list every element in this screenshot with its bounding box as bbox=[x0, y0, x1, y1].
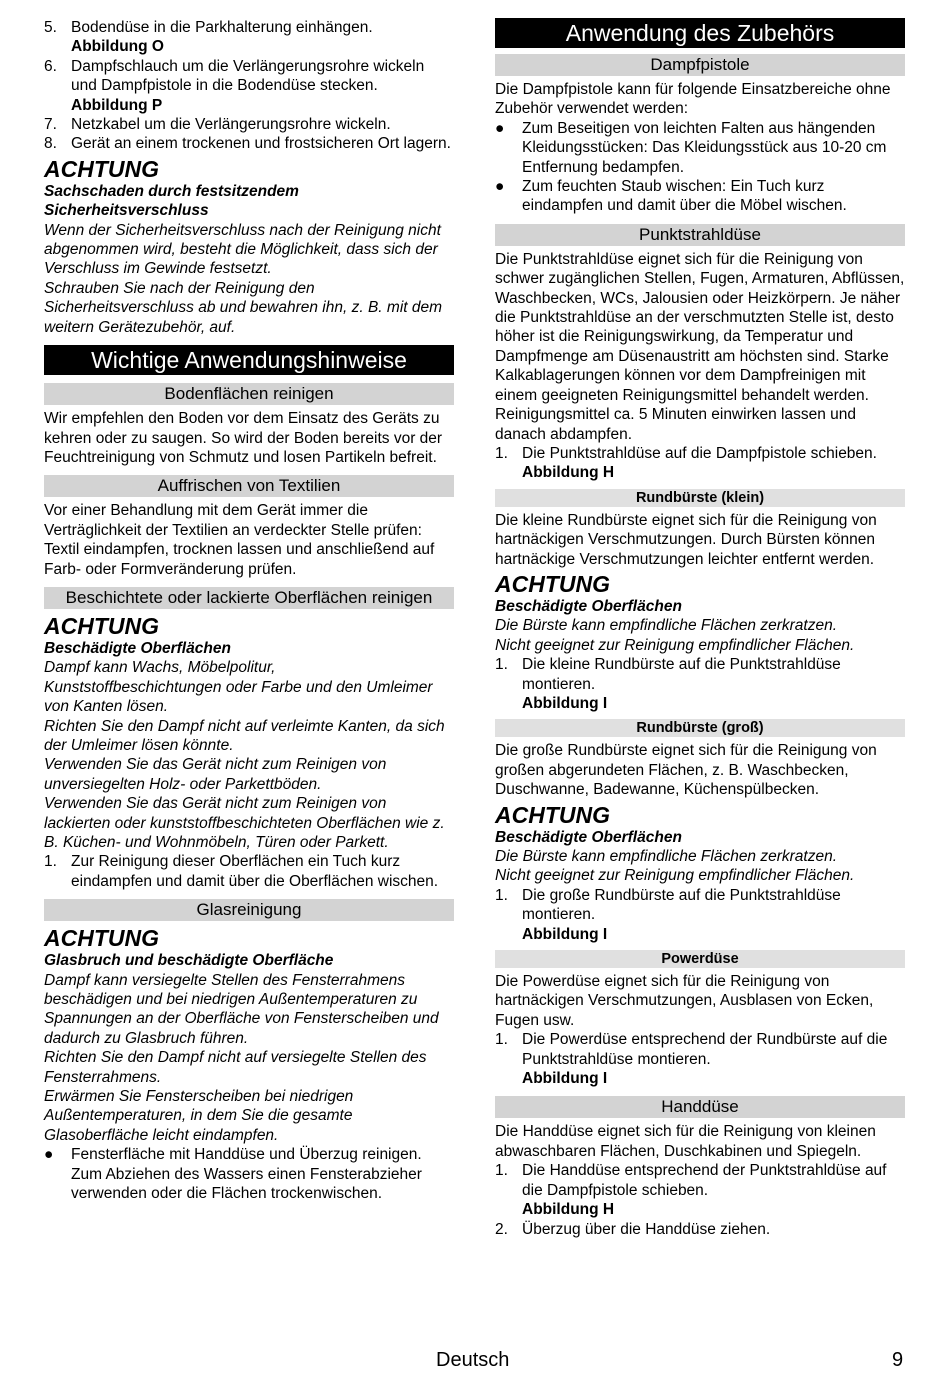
warning-text: Richten Sie den Dampf nicht auf verleimte Kanten, da sich der Umleimer lösen könnte. bbox=[44, 717, 445, 754]
list-item: 6. Dampfschlauch um die Verlängerungsrohre wickeln und Dampfpistole in die Bodendüse stecken. bbox=[44, 57, 425, 95]
storage-steps bbox=[44, 18, 454, 154]
subsection-heading: Bodenflächen reinigen bbox=[44, 383, 454, 405]
section-heading: Wichtige Anwendungshinweise bbox=[44, 345, 454, 375]
list-item: 7. Netzkabel um die Verlängerungsrohre wickeln. bbox=[44, 116, 391, 134]
left-column bbox=[44, 18, 454, 1204]
warning-text: Erwärmen Sie Fensterscheiben bei niedrigen Außentemperaturen, in dem Sie die gesamte Glasoberfläche leicht eindampfen. bbox=[44, 1088, 354, 1144]
bullet-item: ● Fensterfläche mit Handdüse und Überzug reinigen. Zum Abziehen des Wassers einen Fensterabzieher verwenden oder die Flächen trockenwischen. bbox=[44, 1146, 422, 1203]
bullet-icon: ● bbox=[44, 1146, 54, 1164]
warning-text: Dampf kann Wachs, Möbelpolitur, Kunststoffbeschichtungen oder Farbe und den Umleimer von Kanten lösen. bbox=[44, 659, 433, 716]
warning-text: Wenn der Sicherheitsverschluss nach der Reinigung nicht abgenommen wird, besteht die Möglichkeit, dass sich der Verschluss im Gewinde festsetzt. bbox=[44, 221, 441, 278]
list-item: 1. Zur Reinigung dieser Oberflächen ein Tuch kurz eindampfen und damit über die Oberflächen wischen. bbox=[44, 853, 439, 890]
subsection-heading: Punktstrahldüse bbox=[495, 224, 905, 246]
subsection-heading: Dampfpistole bbox=[495, 54, 905, 76]
right-column bbox=[495, 18, 905, 1239]
figure-ref: Abbildung H bbox=[522, 1201, 615, 1219]
paragraph: Die Punktstrahldüse eignet sich für die Reinigung von schwer zugänglichen Stellen, Fugen, Armaturen, Abflüssen, Waschbecken, WCs, Jalousien oder Heizkörpern. Je näher die Punktstrahldüse an der verschmutzten Stelle ist, desto höher ist die Reinigungswirkung, da Temperatur und Dampfmenge am Düsenaustritt am höchsten sind. Starke Kalkablagerungen können vor dem Dampfreinigen mit einem geeigneten Reinigungsmittel behandelt werden. Reinigungsmittel ca. 5 Minuten einwirken lassen und danach abdampfen. bbox=[495, 250, 905, 443]
subsection-heading: Powerdüse bbox=[495, 950, 905, 968]
figure-ref: Abbildung I bbox=[522, 1070, 608, 1088]
paragraph: Wir empfehlen den Boden vor dem Einsatz des Geräts zu kehren oder zu saugen. So wird der Boden bereits vor der Feuchtreinigung von Schmutz und losen Partikeln befreit. bbox=[44, 410, 443, 466]
warning-title: ACHTUNG bbox=[44, 155, 159, 182]
warning-text: Schrauben Sie nach der Reinigung den Sicherheitsverschluss ab und bewahren ihn, z. B. mit dem weitern Gerätezubehör, auf. bbox=[44, 279, 443, 336]
list-item: 1. Die Punktstrahldüse auf die Dampfpistole schieben. bbox=[495, 444, 877, 462]
warning-text: Nicht geeignet zur Reinigung empfindlicher Flächen. bbox=[495, 867, 855, 885]
subsection-heading: Rundbürste (klein) bbox=[495, 489, 905, 507]
warning-text: Die Bürste kann empfindliche Flächen zerkratzen. bbox=[495, 848, 838, 865]
warning-subtitle: Beschädigte Oberflächen bbox=[44, 639, 231, 657]
subsection-heading: Beschichtete oder lackierte Oberflächen reinigen bbox=[44, 587, 454, 609]
figure-ref: Abbildung I bbox=[522, 694, 608, 712]
bullet-icon: ● bbox=[495, 178, 505, 196]
warning-title: ACHTUNG bbox=[495, 570, 610, 597]
subsection-heading: Glasreinigung bbox=[44, 899, 454, 921]
bullet-icon: ● bbox=[495, 119, 505, 137]
warning-subtitle: Beschädigte Oberflächen bbox=[495, 828, 682, 846]
list-item: 2. Überzug über die Handdüse ziehen. bbox=[495, 1220, 771, 1238]
warning-title: ACHTUNG bbox=[44, 925, 159, 952]
bullet-item: ● Zum Beseitigen von leichten Falten aus hängenden Kleidungsstücken: Das Kleidungsstück aus 10-20 cm Entfernung bedampfen. bbox=[495, 119, 887, 176]
section-heading: Anwendung des Zubehörs bbox=[495, 18, 905, 48]
paragraph: Die Handdüse eignet sich für die Reinigung von kleinen abwaschbaren Flächen, Duschkabinen und Spiegeln. bbox=[495, 1123, 876, 1160]
paragraph: Die Powerdüse eignet sich für die Reinigung von hartnäckigen Verschmutzungen, Ausblasen von Ecken, Fugen usw. bbox=[495, 973, 874, 1029]
subsection-heading: Rundbürste (groß) bbox=[495, 719, 905, 737]
warning-text: Verwenden Sie das Gerät nicht zum Reinigen von lackierten oder kunststoffbeschichteten Oberflächen wie z. B. Küchen- und Wohnmöbeln, Türen oder Parkett. bbox=[44, 795, 445, 851]
list-item: 1. Die Powerdüse entsprechend der Rundbürste auf die Punktstrahldüse montieren. bbox=[495, 1031, 888, 1068]
warning-text: Die Bürste kann empfindliche Flächen zerkratzen. bbox=[495, 617, 838, 635]
figure-ref: Abbildung I bbox=[522, 925, 608, 943]
warning-subtitle: Beschädigte Oberflächen bbox=[495, 597, 682, 615]
bullet-item: ● Zum feuchten Staub wischen: Ein Tuch kurz eindampfen und damit über die Möbel wischen. bbox=[495, 178, 847, 215]
figure-ref: Abbildung P bbox=[71, 96, 163, 114]
warning-subtitle: Sachschaden durch festsitzendem Sicherheitsverschluss bbox=[44, 182, 299, 220]
list-item: 1. Die große Rundbürste auf die Punktstrahldüse montieren. bbox=[495, 886, 841, 924]
list-item: 1. Die kleine Rundbürste auf die Punktstrahldüse montieren. bbox=[495, 656, 841, 693]
subsection-heading: Handdüse bbox=[495, 1096, 905, 1118]
warning-title: ACHTUNG bbox=[44, 612, 159, 639]
warning-text: Richten Sie den Dampf nicht auf versiegelte Stellen des Fensterrahmens. bbox=[44, 1049, 427, 1086]
paragraph: Vor einer Behandlung mit dem Gerät immer die Verträglichkeit der Textilien an verdeckter Stelle prüfen: Textil eindampfen, trocknen lassen und anschließend auf Farb- oder Formveränderung prüfen. bbox=[44, 502, 435, 578]
subsection-heading: Auffrischen von Textilien bbox=[44, 475, 454, 497]
warning-title: ACHTUNG bbox=[495, 801, 610, 828]
page-number: 9 bbox=[892, 1349, 904, 1371]
figure-ref: Abbildung O bbox=[71, 38, 164, 56]
warning-text: Verwenden Sie das Gerät nicht zum Reinigen von unversiegelten Holz- oder Parkettböden. bbox=[44, 756, 387, 793]
list-item: 8. Gerät an einem trockenen und frostsicheren Ort lagern. bbox=[44, 135, 451, 153]
list-item: 1. Die Handdüse entsprechend der Punktstrahldüse auf die Dampfpistole schieben. bbox=[495, 1162, 887, 1199]
warning-text: Nicht geeignet zur Reinigung empfindlicher Flächen. bbox=[495, 636, 855, 654]
warning-text: Dampf kann versiegelte Stellen des Fensterrahmens beschädigen und bei niedrigen Außentemperaturen zu Spannungen an der Oberfläche von Fensterscheiben und dadurch zu Glasbruch führen. bbox=[44, 971, 439, 1047]
warning-subtitle: Glasbruch und beschädigte Oberfläche bbox=[44, 952, 334, 970]
footer-language: Deutsch bbox=[436, 1349, 510, 1371]
paragraph: Die große Rundbürste eignet sich für die Reinigung von großen abgerundeten Flächen, z. B. Waschbecken, Duschwanne, Badewanne, Küchenspülbecken. bbox=[495, 742, 877, 799]
list-item: 5. Bodendüse in die Parkhalterung einhängen. bbox=[44, 19, 373, 36]
paragraph: Die Dampfpistole kann für folgende Einsatzbereiche ohne Zubehör verwendet werden: bbox=[495, 81, 891, 118]
paragraph: Die kleine Rundbürste eignet sich für die Reinigung von hartnäckigen Verschmutzungen. Durch Bürsten können hartnäckige Verschmutzungen leichter entfernt werden. bbox=[495, 511, 877, 568]
figure-ref: Abbildung H bbox=[522, 464, 615, 482]
